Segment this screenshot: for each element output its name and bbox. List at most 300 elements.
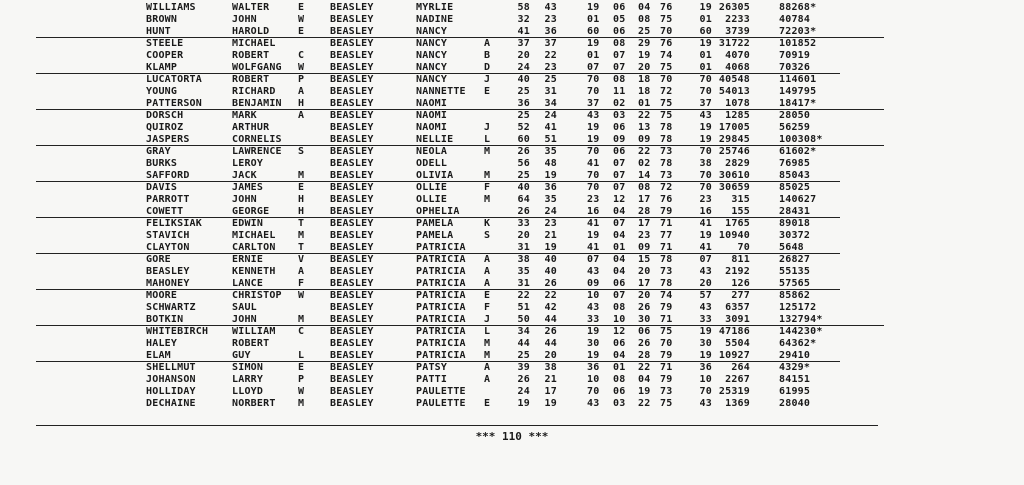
age-2: 41: [544, 122, 557, 133]
middle-initial: E: [298, 26, 305, 37]
date-part-2: 07: [613, 158, 626, 169]
date-part-4: 76: [660, 194, 673, 205]
date-part-2: 07: [613, 290, 626, 301]
first-name: LAWRENCE: [232, 146, 282, 157]
middle-initial: M: [298, 398, 305, 409]
code-b: 264: [731, 362, 750, 373]
table-row: [0, 146, 1024, 158]
age-2: 37: [544, 38, 557, 49]
spouse-middle-initial: M: [484, 146, 491, 157]
middle-initial: W: [298, 14, 305, 25]
spouse-first-name: PAMELA: [416, 230, 454, 241]
date-part-4: 76: [660, 38, 673, 49]
date-part-4: 78: [660, 134, 673, 145]
date-part-1: 70: [587, 146, 600, 157]
last-name: WHITEBIRCH: [146, 326, 209, 337]
date-part-2: 07: [613, 218, 626, 229]
age-2: 38: [544, 362, 557, 373]
first-name: ROBERT: [232, 338, 270, 349]
age-1: 24: [517, 386, 530, 397]
first-name: SIMON: [232, 362, 264, 373]
table-row: [0, 278, 1024, 290]
date-part-3: 22: [638, 398, 651, 409]
code-a: 19: [699, 350, 712, 361]
table-row: [0, 242, 1024, 254]
record-id: 57565: [779, 278, 811, 289]
date-part-1: 70: [587, 182, 600, 193]
age-1: 25: [517, 110, 530, 121]
age-2: 44: [544, 314, 557, 325]
record-id: 28431: [779, 206, 811, 217]
code-a: 19: [699, 38, 712, 49]
spouse-first-name: NANCY: [416, 62, 448, 73]
middle-initial: C: [298, 326, 305, 337]
record-id: 88268*: [779, 2, 817, 13]
table-row: [0, 326, 1024, 338]
date-part-4: 71: [660, 362, 673, 373]
date-part-1: 30: [587, 338, 600, 349]
code-b: 70: [737, 242, 750, 253]
spouse-last-name: BEASLEY: [330, 338, 374, 349]
code-b: 2233: [725, 14, 750, 25]
middle-initial: T: [298, 218, 305, 229]
middle-initial: P: [298, 374, 305, 385]
spouse-first-name: NANCY: [416, 74, 448, 85]
code-a: 19: [699, 122, 712, 133]
spouse-middle-initial: E: [484, 86, 491, 97]
first-name: JOHN: [232, 314, 257, 325]
date-part-2: 08: [613, 374, 626, 385]
first-name: WOLFGANG: [232, 62, 282, 73]
last-name: MOORE: [146, 290, 178, 301]
age-2: 20: [544, 350, 557, 361]
date-part-4: 74: [660, 290, 673, 301]
record-id: 89018: [779, 218, 811, 229]
spouse-first-name: PATRICIA: [416, 350, 466, 361]
middle-initial: H: [298, 206, 305, 217]
page-number: *** 110 ***: [475, 430, 549, 443]
date-part-3: 25: [638, 26, 651, 37]
table-row: [0, 134, 1024, 146]
spouse-last-name: BEASLEY: [330, 362, 374, 373]
record-id: 140627: [779, 194, 817, 205]
spouse-first-name: NELLIE: [416, 134, 454, 145]
code-a: 70: [699, 146, 712, 157]
spouse-first-name: PATRICIA: [416, 242, 466, 253]
date-part-4: 79: [660, 374, 673, 385]
table-row: [0, 254, 1024, 266]
age-1: 26: [517, 206, 530, 217]
date-part-2: 04: [613, 266, 626, 277]
spouse-middle-initial: E: [484, 398, 491, 409]
code-a: 23: [699, 194, 712, 205]
record-id: 70919: [779, 50, 811, 61]
code-b: 2192: [725, 266, 750, 277]
spouse-last-name: BEASLEY: [330, 218, 374, 229]
code-a: 70: [699, 182, 712, 193]
first-name: CARLTON: [232, 242, 276, 253]
date-part-3: 14: [638, 170, 651, 181]
age-1: 20: [517, 50, 530, 61]
last-name: HUNT: [146, 26, 171, 37]
spouse-middle-initial: A: [484, 38, 491, 49]
age-1: 25: [517, 170, 530, 181]
spouse-first-name: PATRICIA: [416, 314, 466, 325]
spouse-first-name: NAOMI: [416, 122, 448, 133]
code-b: 6357: [725, 302, 750, 313]
code-a: 10: [699, 374, 712, 385]
code-a: 30: [699, 338, 712, 349]
code-a: 41: [699, 218, 712, 229]
code-b: 155: [731, 206, 750, 217]
code-b: 315: [731, 194, 750, 205]
date-part-2: 07: [613, 170, 626, 181]
spouse-first-name: NANCY: [416, 38, 448, 49]
first-name: LARRY: [232, 374, 264, 385]
first-name: JOHN: [232, 14, 257, 25]
code-a: 33: [699, 314, 712, 325]
date-part-3: 08: [638, 14, 651, 25]
age-1: 44: [517, 338, 530, 349]
date-part-4: 78: [660, 278, 673, 289]
date-part-2: 01: [613, 242, 626, 253]
code-b: 10940: [718, 230, 750, 241]
spouse-last-name: BEASLEY: [330, 302, 374, 313]
date-part-1: 41: [587, 242, 600, 253]
code-a: 43: [699, 302, 712, 313]
code-b: 1285: [725, 110, 750, 121]
table-row: [0, 2, 1024, 14]
date-part-2: 06: [613, 338, 626, 349]
date-part-3: 18: [638, 74, 651, 85]
code-a: 01: [699, 14, 712, 25]
date-part-3: 22: [638, 362, 651, 373]
code-a: 36: [699, 362, 712, 373]
age-1: 36: [517, 98, 530, 109]
code-a: 20: [699, 278, 712, 289]
spouse-first-name: PATRICIA: [416, 290, 466, 301]
spouse-first-name: PAULETTE: [416, 398, 466, 409]
date-part-1: 70: [587, 74, 600, 85]
spouse-last-name: BEASLEY: [330, 86, 374, 97]
age-2: 36: [544, 26, 557, 37]
last-name: WILLIAMS: [146, 2, 196, 13]
record-id: 85025: [779, 182, 811, 193]
first-name: LANCE: [232, 278, 264, 289]
code-a: 37: [699, 98, 712, 109]
date-part-3: 29: [638, 38, 651, 49]
age-1: 60: [517, 134, 530, 145]
table-row: [0, 170, 1024, 182]
date-part-4: 73: [660, 266, 673, 277]
table-row: [0, 362, 1024, 374]
date-part-3: 19: [638, 386, 651, 397]
record-id: 85862: [779, 290, 811, 301]
date-part-1: 10: [587, 374, 600, 385]
date-part-3: 26: [638, 338, 651, 349]
date-part-1: 07: [587, 62, 600, 73]
date-part-2: 06: [613, 146, 626, 157]
date-part-1: 70: [587, 170, 600, 181]
code-b: 26305: [718, 2, 750, 13]
spouse-last-name: BEASLEY: [330, 314, 374, 325]
code-a: 16: [699, 206, 712, 217]
date-part-4: 79: [660, 302, 673, 313]
date-part-3: 20: [638, 62, 651, 73]
age-2: 44: [544, 338, 557, 349]
spouse-last-name: BEASLEY: [330, 386, 374, 397]
table-row: [0, 218, 1024, 230]
code-b: 30610: [718, 170, 750, 181]
date-part-2: 05: [613, 14, 626, 25]
last-name: QUIROZ: [146, 122, 184, 133]
spouse-first-name: PATRICIA: [416, 266, 466, 277]
date-part-1: 43: [587, 266, 600, 277]
age-2: 26: [544, 326, 557, 337]
age-1: 38: [517, 254, 530, 265]
middle-initial: H: [298, 194, 305, 205]
table-row: [0, 302, 1024, 314]
code-a: 43: [699, 110, 712, 121]
table-row: [0, 386, 1024, 398]
spouse-first-name: NAOMI: [416, 98, 448, 109]
age-1: 40: [517, 74, 530, 85]
code-a: 19: [699, 326, 712, 337]
spouse-middle-initial: F: [484, 182, 491, 193]
spouse-last-name: BEASLEY: [330, 206, 374, 217]
date-part-1: 19: [587, 122, 600, 133]
spouse-last-name: BEASLEY: [330, 290, 374, 301]
date-part-4: 70: [660, 338, 673, 349]
code-a: 19: [699, 2, 712, 13]
code-b: 25746: [718, 146, 750, 157]
middle-initial: M: [298, 314, 305, 325]
date-part-4: 73: [660, 146, 673, 157]
record-id: 18417*: [779, 98, 817, 109]
age-2: 21: [544, 374, 557, 385]
spouse-last-name: BEASLEY: [330, 2, 374, 13]
last-name: LUCATORTA: [146, 74, 202, 85]
date-part-3: 22: [638, 146, 651, 157]
spouse-last-name: BEASLEY: [330, 266, 374, 277]
date-part-4: 78: [660, 122, 673, 133]
code-b: 2829: [725, 158, 750, 169]
date-part-3: 02: [638, 158, 651, 169]
spouse-middle-initial: K: [484, 218, 491, 229]
table-row: [0, 374, 1024, 386]
record-id: 40784: [779, 14, 811, 25]
spouse-last-name: BEASLEY: [330, 326, 374, 337]
age-1: 41: [517, 26, 530, 37]
code-a: 43: [699, 266, 712, 277]
age-2: 36: [544, 182, 557, 193]
last-name: GORE: [146, 254, 171, 265]
age-1: 26: [517, 374, 530, 385]
date-part-1: 09: [587, 278, 600, 289]
spouse-last-name: BEASLEY: [330, 110, 374, 121]
code-a: 19: [699, 134, 712, 145]
spouse-middle-initial: B: [484, 50, 491, 61]
spouse-middle-initial: L: [484, 326, 491, 337]
last-name: PARROTT: [146, 194, 190, 205]
first-name: CHRISTOP: [232, 290, 282, 301]
table-row: [0, 26, 1024, 38]
record-id: 100308*: [779, 134, 823, 145]
record-id: 85043: [779, 170, 811, 181]
record-id: 29410: [779, 350, 811, 361]
date-part-4: 75: [660, 62, 673, 73]
record-id: 144230*: [779, 326, 823, 337]
date-part-2: 06: [613, 122, 626, 133]
date-part-3: 19: [638, 50, 651, 61]
table-row: [0, 14, 1024, 26]
spouse-first-name: PAULETTE: [416, 386, 466, 397]
date-part-2: 06: [613, 2, 626, 13]
date-part-2: 08: [613, 302, 626, 313]
record-id: 101852: [779, 38, 817, 49]
age-1: 24: [517, 62, 530, 73]
date-part-3: 20: [638, 266, 651, 277]
record-id: 4329*: [779, 362, 811, 373]
table-row: [0, 50, 1024, 62]
age-2: 19: [544, 170, 557, 181]
code-b: 2267: [725, 374, 750, 385]
date-part-4: 78: [660, 158, 673, 169]
first-name: ROBERT: [232, 74, 270, 85]
age-1: 19: [517, 398, 530, 409]
date-part-3: 30: [638, 314, 651, 325]
spouse-first-name: PATRICIA: [416, 326, 466, 337]
date-part-2: 06: [613, 386, 626, 397]
date-part-2: 06: [613, 278, 626, 289]
spouse-last-name: BEASLEY: [330, 398, 374, 409]
age-1: 25: [517, 350, 530, 361]
date-part-2: 07: [613, 62, 626, 73]
first-name: WILLIAM: [232, 326, 276, 337]
record-id: 56259: [779, 122, 811, 133]
first-name: JAMES: [232, 182, 264, 193]
spouse-last-name: BEASLEY: [330, 26, 374, 37]
last-name: ELAM: [146, 350, 171, 361]
first-name: MICHAEL: [232, 230, 276, 241]
date-part-4: 74: [660, 50, 673, 61]
spouse-first-name: PATRICIA: [416, 254, 466, 265]
age-1: 39: [517, 362, 530, 373]
date-part-4: 72: [660, 182, 673, 193]
spouse-last-name: BEASLEY: [330, 146, 374, 157]
date-part-2: 08: [613, 38, 626, 49]
age-1: 22: [517, 290, 530, 301]
date-part-3: 13: [638, 122, 651, 133]
record-id: 61995: [779, 386, 811, 397]
spouse-middle-initial: S: [484, 230, 491, 241]
table-row: [0, 110, 1024, 122]
code-a: 70: [699, 74, 712, 85]
date-part-3: 28: [638, 206, 651, 217]
date-part-2: 03: [613, 110, 626, 121]
date-part-1: 10: [587, 290, 600, 301]
spouse-middle-initial: A: [484, 266, 491, 277]
code-b: 4070: [725, 50, 750, 61]
last-name: COWETT: [146, 206, 184, 217]
age-2: 19: [544, 242, 557, 253]
age-1: 32: [517, 14, 530, 25]
spouse-middle-initial: M: [484, 194, 491, 205]
date-part-3: 04: [638, 374, 651, 385]
middle-initial: W: [298, 62, 305, 73]
date-part-3: 08: [638, 182, 651, 193]
date-part-1: 70: [587, 86, 600, 97]
age-2: 31: [544, 86, 557, 97]
date-part-2: 07: [613, 50, 626, 61]
date-part-3: 06: [638, 326, 651, 337]
date-part-4: 75: [660, 398, 673, 409]
last-name: FELIKSIAK: [146, 218, 202, 229]
middle-initial: W: [298, 290, 305, 301]
code-b: 5504: [725, 338, 750, 349]
first-name: JOHN: [232, 194, 257, 205]
footer-rule: [36, 425, 878, 426]
spouse-last-name: BEASLEY: [330, 122, 374, 133]
first-name: RICHARD: [232, 86, 276, 97]
record-id: 132794*: [779, 314, 823, 325]
spouse-first-name: NANCY: [416, 50, 448, 61]
table-row: [0, 38, 1024, 50]
first-name: GEORGE: [232, 206, 270, 217]
date-part-1: 70: [587, 386, 600, 397]
spouse-first-name: PATTI: [416, 374, 448, 385]
first-name: ARTHUR: [232, 122, 270, 133]
age-2: 17: [544, 386, 557, 397]
spouse-last-name: BEASLEY: [330, 182, 374, 193]
age-2: 23: [544, 14, 557, 25]
spouse-middle-initial: A: [484, 362, 491, 373]
date-part-1: 19: [587, 38, 600, 49]
middle-initial: L: [298, 350, 305, 361]
date-part-4: 73: [660, 170, 673, 181]
middle-initial: M: [298, 230, 305, 241]
record-id: 149795: [779, 86, 817, 97]
age-1: 20: [517, 230, 530, 241]
spouse-last-name: BEASLEY: [330, 14, 374, 25]
spouse-last-name: BEASLEY: [330, 230, 374, 241]
date-part-1: 19: [587, 2, 600, 13]
age-1: 40: [517, 182, 530, 193]
last-name: SAFFORD: [146, 170, 190, 181]
age-2: 43: [544, 2, 557, 13]
code-b: 3739: [725, 26, 750, 37]
date-part-4: 75: [660, 326, 673, 337]
record-id: 26827: [779, 254, 811, 265]
middle-initial: E: [298, 2, 305, 13]
code-a: 19: [699, 230, 712, 241]
last-name: JASPERS: [146, 134, 190, 145]
age-2: 35: [544, 146, 557, 157]
code-a: 57: [699, 290, 712, 301]
last-name: BURKS: [146, 158, 178, 169]
first-name: CORNELIS: [232, 134, 282, 145]
date-part-2: 04: [613, 230, 626, 241]
spouse-middle-initial: J: [484, 314, 491, 325]
last-name: BEASLEY: [146, 266, 190, 277]
code-a: 01: [699, 50, 712, 61]
date-part-4: 73: [660, 386, 673, 397]
code-b: 811: [731, 254, 750, 265]
middle-initial: C: [298, 50, 305, 61]
spouse-middle-initial: M: [484, 170, 491, 181]
code-b: 25319: [718, 386, 750, 397]
spouse-last-name: BEASLEY: [330, 38, 374, 49]
